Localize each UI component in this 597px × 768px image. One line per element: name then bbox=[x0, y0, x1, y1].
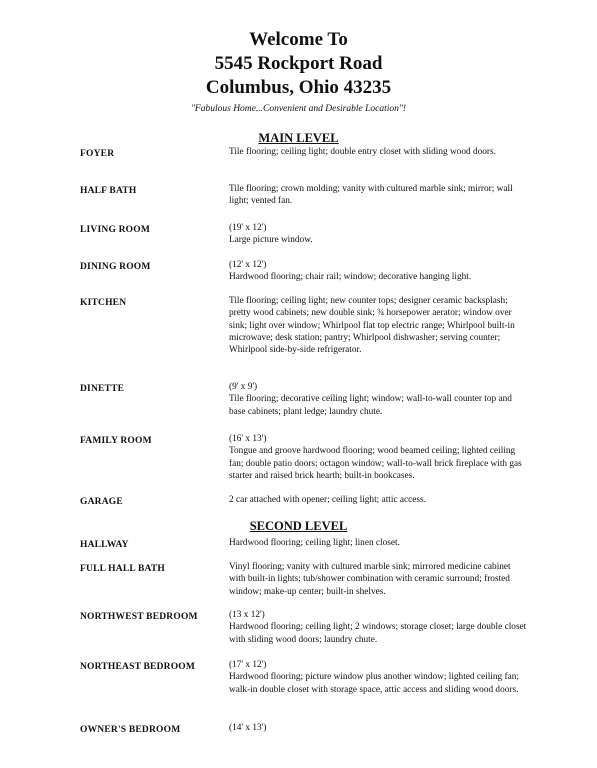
room-dim-dinette: (9' x 9') bbox=[229, 382, 258, 392]
room-desc-family-room: Tongue and groove hardwood flooring; wood beamed ceiling; lighted ceiling fan; double patio doors; octagon window; wall-to-wall brick fireplace with gas starter and raised brick hearth; built-in bookcases. bbox=[229, 446, 522, 481]
room-desc-northwest-bedroom: Hardwood flooring; ceiling light; 2 windows; storage closet; large double closet with sliding wood doors; laundry chute. bbox=[229, 622, 527, 645]
room-block-northeast-bedroom bbox=[229, 659, 529, 696]
room-desc-kitchen: Tile flooring; ceiling light; new counter tops; designer ceramic backsplash; pretty wood cabinets; new double sink; ¾ horsepower aerator; window over sink; light over window; Whirlpool flat top electric range; Whirlpool built-in microwave; desk station; pantry; Whirlpool dishwasher; serving counter; Whirlpool side-by-side refrigerator. bbox=[229, 296, 515, 356]
room-name-northeast-bedroom: NORTHEAST BEDROOM bbox=[80, 662, 196, 672]
room-block-owners-bedroom bbox=[229, 722, 529, 734]
section-main-level: MAIN LEVEL bbox=[258, 131, 339, 145]
room-name-full-hall-bath: FULL HALL BATH bbox=[80, 564, 165, 574]
room-dim-owners-bedroom: (14' x 13') bbox=[229, 723, 267, 733]
room-desc-living-room: Large picture window. bbox=[229, 235, 313, 246]
room-desc-dining-room: Hardwood flooring; chair rail; window; decorative hanging light. bbox=[229, 272, 472, 283]
room-dim-northwest-bedroom: (13 x 12') bbox=[229, 610, 265, 620]
room-desc-full-hall-bath: Vinyl flooring; vanity with cultured marble sink; mirrored medicine cabinet with built-in lights; tub/shower combination with ceramic surround; frosted window; make-up center; built-in shelves. bbox=[229, 562, 511, 597]
room-block-dinette bbox=[229, 381, 529, 418]
section-second-level: SECOND LEVEL bbox=[249, 519, 348, 533]
tagline: "Fabulous Home...Convenient and Desirable Location"! bbox=[190, 104, 407, 114]
room-desc-half-bath: Tile flooring; crown molding; vanity with cultured marble sink; mirror; wall light; vented fan. bbox=[229, 184, 513, 207]
room-desc-hallway: Hardwood flooring; ceiling light; linen closet. bbox=[229, 538, 400, 548]
room-name-half-bath: HALF BATH bbox=[80, 186, 137, 196]
room-dim-northeast-bedroom: (17' x 12') bbox=[229, 660, 267, 670]
room-name-garage: GARAGE bbox=[80, 497, 123, 507]
room-name-dining-room: DINING ROOM bbox=[80, 262, 151, 272]
room-dim-dining-room: (12' x 12') bbox=[229, 260, 267, 270]
welcome-heading: Welcome To bbox=[249, 29, 348, 50]
room-name-living-room: LIVING ROOM bbox=[80, 225, 151, 235]
room-block-family-room bbox=[229, 433, 529, 482]
room-name-hallway: HALLWAY bbox=[80, 540, 129, 550]
room-block-northwest-bedroom bbox=[229, 609, 529, 646]
room-name-dinette: DINETTE bbox=[80, 384, 125, 394]
room-block-dining-room bbox=[229, 259, 529, 284]
room-desc-northeast-bedroom: Hardwood flooring; picture window plus another window; lighted ceiling fan; walk-in double closet with storage space, attic access and sliding wood doors. bbox=[229, 672, 519, 695]
address-city: Columbus, Ohio 43235 bbox=[205, 77, 392, 98]
address-street: 5545 Rockport Road bbox=[214, 53, 383, 74]
room-dim-living-room: (19' x 12') bbox=[229, 223, 267, 233]
room-block-living-room bbox=[229, 222, 529, 247]
room-name-foyer: FOYER bbox=[80, 149, 115, 159]
room-name-owners-bedroom: OWNER'S BEDROOM bbox=[80, 725, 181, 735]
room-desc-garage: 2 car attached with opener; ceiling light; attic access. bbox=[229, 495, 426, 505]
room-dim-family-room: (16' x 13') bbox=[229, 434, 267, 444]
room-name-northwest-bedroom: NORTHWEST BEDROOM bbox=[80, 612, 198, 622]
room-name-family-room: FAMILY ROOM bbox=[80, 436, 152, 446]
room-desc-dinette: Tile flooring; decorative ceiling light; window; wall-to-wall counter top and base cabinets; plant ledge; laundry chute. bbox=[229, 394, 512, 417]
scan-edge-mark bbox=[0, 762, 597, 764]
room-desc-foyer: Tile flooring; ceiling light; double entry closet with sliding wood doors. bbox=[229, 147, 496, 157]
room-name-kitchen: KITCHEN bbox=[80, 298, 127, 308]
